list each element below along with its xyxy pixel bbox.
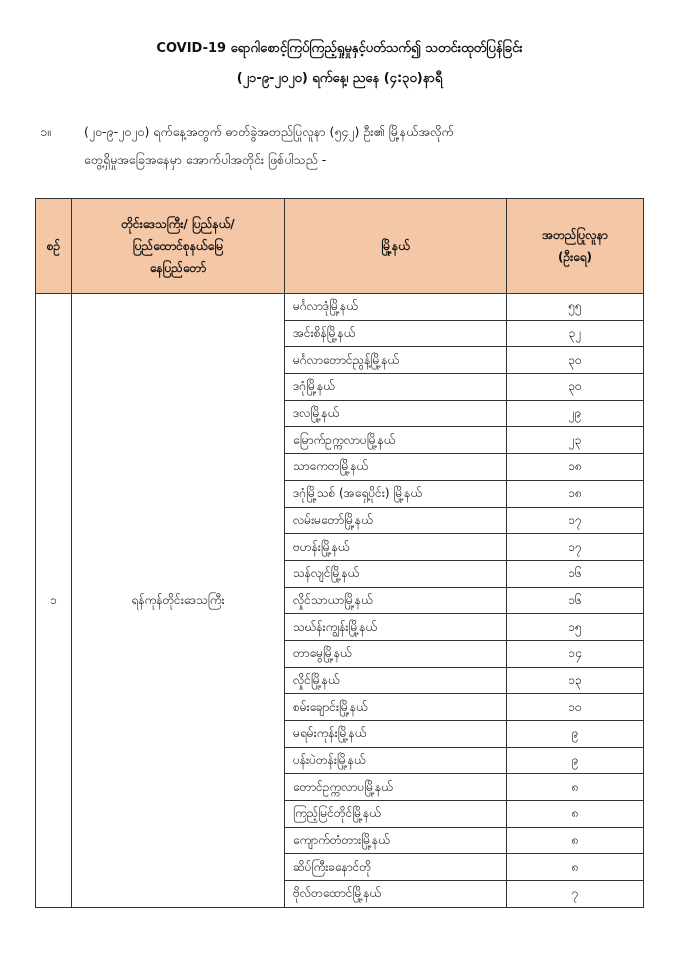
page-title: COVID-19 ရောဂါစောင့်ကြပ်ကြည့်ရှုမှုနှင့်ပတ်သက်၍ သတင်းထုတ်ပြန်ခြင်း (156, 41, 523, 56)
township-cell: မင်္ဂလာတောင်ညွန့်မြို့နယ် (285, 347, 507, 374)
township-cell: သာကေတမြို့နယ် (285, 454, 507, 481)
township-cell: ဒဂုံမြို့သစ် (အရှေ့ပိုင်း) မြို့နယ် (285, 480, 507, 507)
cases-cell: ၁၀ (507, 694, 644, 721)
cases-cell: ၁၈ (507, 454, 644, 481)
cases-cell: ၈ (507, 801, 644, 828)
intro-line-2: တွေ့ရှိမှုအခြေအနေမှာ အောက်ပါအတိုင်း ဖြစ်ပါသည် - (84, 152, 327, 167)
cases-cell: ၇ (507, 881, 644, 908)
township-cell: ဗိုလ်တထောင်မြို့နယ် (285, 881, 507, 908)
township-cell: သဃ်န်းကျွန်းမြို့နယ် (285, 614, 507, 641)
header-cases (507, 199, 644, 294)
township-cell: အင်းစိန်မြို့နယ် (285, 320, 507, 347)
cases-cell: ၁၈ (507, 480, 644, 507)
township-cell: ပန်းပဲတန်းမြို့နယ် (285, 747, 507, 774)
township-cell: လှိုင်မြို့နယ် (285, 667, 507, 694)
township-cell: ဆိပ်ကြီးခနောင်တို (285, 854, 507, 881)
header-cases-line1: အတည်ပြုလူနာ (542, 228, 608, 242)
township-cell: တောင်ဥက္ကလာပမြို့နယ် (285, 774, 507, 801)
header-township: မြို့နယ် (285, 199, 507, 294)
township-cell: ဒလမြို့နယ် (285, 400, 507, 427)
intro-number: ၁။ (40, 124, 51, 139)
cases-cell: ၁၄ (507, 640, 644, 667)
cases-cell: ၈ (507, 827, 644, 854)
group-number: ၁ (36, 294, 72, 908)
cases-cell: ၁၅ (507, 614, 644, 641)
township-cell: မင်္ဂလာဒုံမြို့နယ် (285, 294, 507, 321)
cases-cell: ၉ (507, 747, 644, 774)
township-cell: စမ်းချောင်းမြို့နယ် (285, 694, 507, 721)
group-region: ရန်ကုန်တိုင်းဒေသကြီး (72, 294, 285, 908)
cases-cell: ၁၇ (507, 507, 644, 534)
township-cell: မြောက်ဥက္ကလာပမြို့နယ် (285, 427, 507, 454)
cases-cell: ၈ (507, 774, 644, 801)
cases-cell: ၃၂ (507, 320, 644, 347)
header-region-line2: ပြည်ထောင်စုနယ်မြေ (132, 239, 224, 253)
header-no: စဉ် (36, 199, 72, 294)
township-cell: လမ်းမတော်မြို့နယ် (285, 507, 507, 534)
table-header-row (36, 199, 644, 294)
township-cell: လှိုင်သာယာမြို့နယ် (285, 587, 507, 614)
cases-cell: ၁၃ (507, 667, 644, 694)
header-region-line1: တိုင်းဒေသကြီး/ ပြည်နယ်/ (121, 217, 235, 231)
cases-cell: ၃၀ (507, 347, 644, 374)
cases-cell: ၂၉ (507, 400, 644, 427)
township-cell: ဒဂုံမြို့နယ် (285, 374, 507, 401)
intro-line-1 (40, 118, 650, 146)
cases-cell: ၃၀ (507, 374, 644, 401)
intro-paragraph (40, 118, 650, 174)
intro-text-1: (၂၀-၉-၂၀၂၀) ရက်နေ့အတွက် ဓာတ်ခွဲအတည်ပြုလူနာ (၅၄၂) ဦး၏ မြို့နယ်အလိုက် (84, 124, 454, 139)
cases-cell: ၈ (507, 854, 644, 881)
cases-cell: ၁၆ (507, 587, 644, 614)
cases-cell: ၁၇ (507, 534, 644, 561)
cases-cell: ၅၅ (507, 294, 644, 321)
cases-cell: ၉ (507, 721, 644, 748)
township-cell: မရမ်းကုန်းမြို့နယ် (285, 721, 507, 748)
page-subtitle: (၂၁-၉-၂၀၂၀) ရက်နေ့၊ ညနေ (၄:၃၀)နာရီ (236, 71, 443, 86)
township-cell: ကျောက်တံတားမြို့နယ် (285, 827, 507, 854)
header-region-line3: နေပြည်တော် (149, 261, 207, 275)
table-body (36, 294, 644, 908)
header-cases-line2: (ဦးရေ) (557, 250, 593, 264)
cases-table (35, 198, 644, 908)
header-region (72, 199, 285, 294)
cases-cell: ၂၃ (507, 427, 644, 454)
table-row (36, 294, 644, 321)
township-cell: တာမွေမြို့နယ် (285, 640, 507, 667)
cases-cell: ၁၆ (507, 560, 644, 587)
township-cell: သန်လျင်မြို့နယ် (285, 560, 507, 587)
township-cell: ဗဟန်းမြို့နယ် (285, 534, 507, 561)
township-cell: ကြည့်မြင်တိုင်မြို့နယ် (285, 801, 507, 828)
